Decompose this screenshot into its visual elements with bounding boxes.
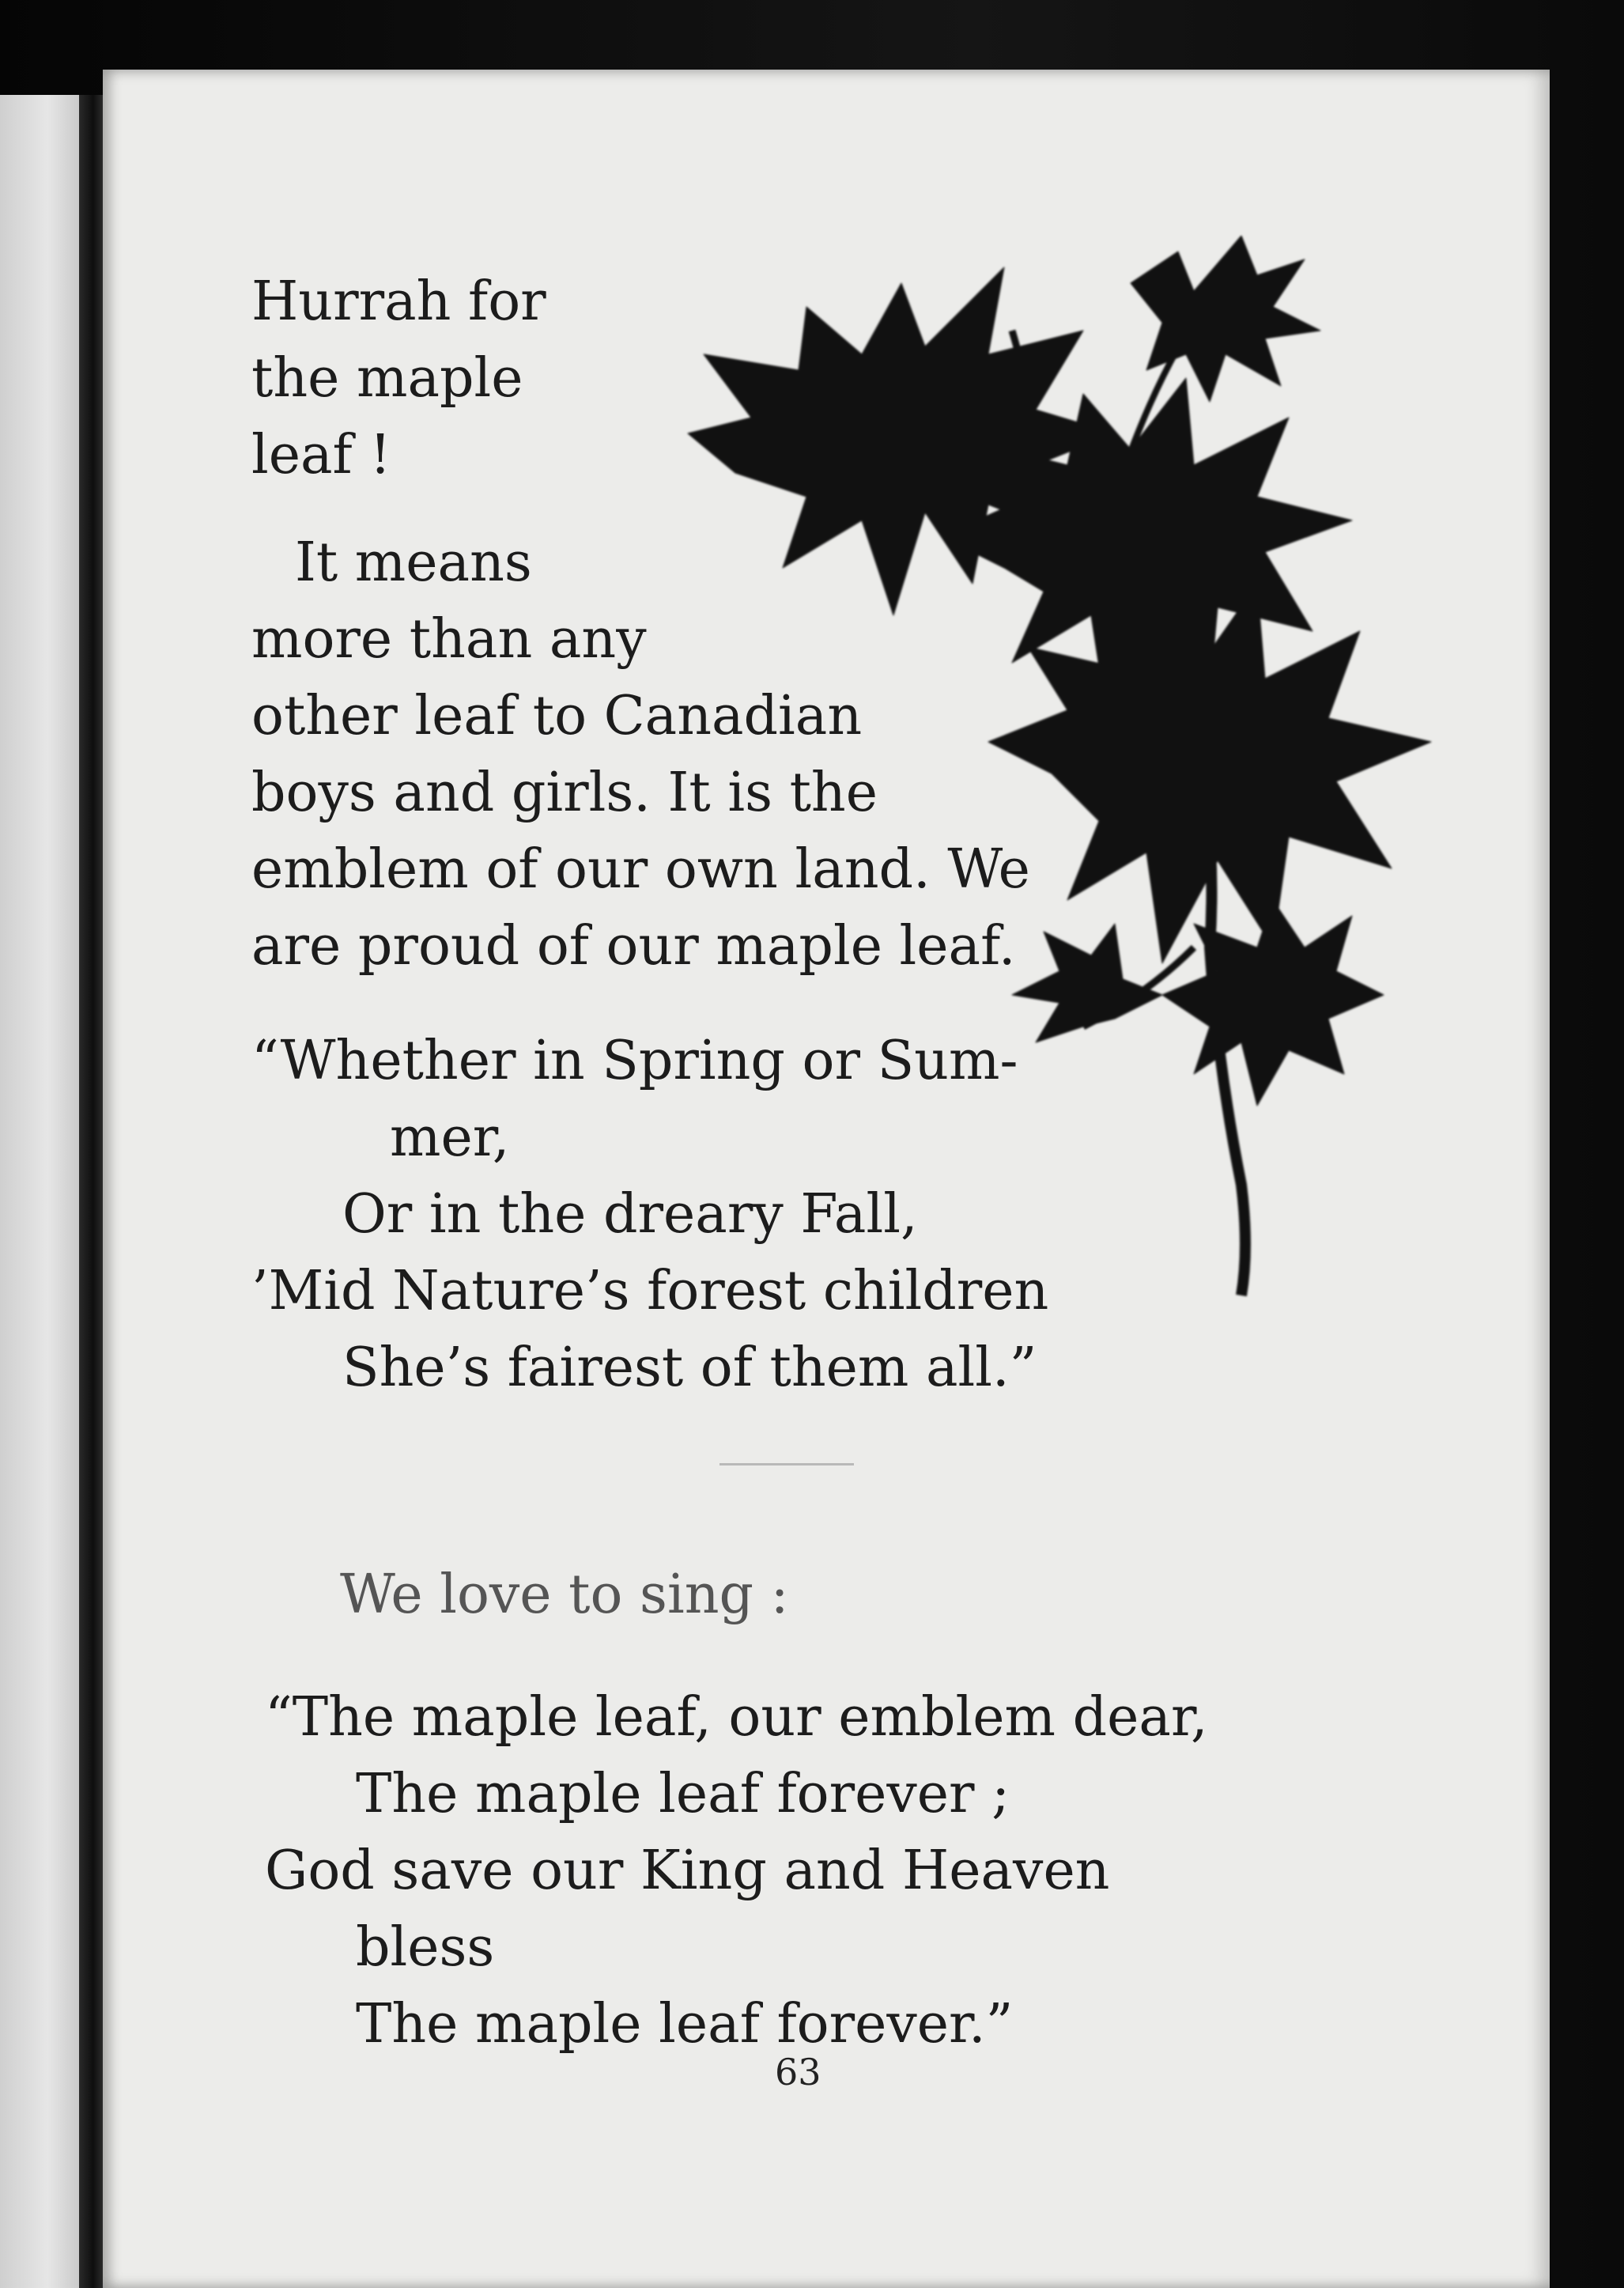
love-line: We love to sing :: [340, 1564, 789, 1626]
paragraph-line: more than any: [251, 608, 647, 671]
poem-one: [251, 1023, 1048, 1406]
poem-line: The maple leaf forever.”: [356, 1993, 1014, 2055]
poem-line: She’s fairest of them all.”: [342, 1337, 1037, 1399]
intro-line: leaf !: [251, 424, 391, 486]
poem-line: The maple leaf forever ;: [356, 1763, 1010, 1825]
intro-line: the maple: [251, 347, 523, 410]
paragraph-line: other leaf to Canadian: [251, 685, 863, 747]
poem-line: Or in the dreary Fall,: [342, 1183, 918, 1246]
paragraph-line: emblem of our own land. We: [251, 838, 1030, 901]
poem-two: [265, 1679, 1208, 2063]
paragraph-line: are proud of our maple leaf.: [251, 915, 1016, 978]
poem-line: ’Mid Nature’s forest children: [251, 1260, 1049, 1322]
poem-line: bless: [356, 1916, 495, 1979]
poem-line: mer,: [390, 1106, 510, 1169]
book-page: [103, 70, 1550, 2288]
poem-line: “Whether in Spring or Sum-: [251, 1030, 1018, 1092]
poem-line: God save our King and Heaven: [265, 1840, 1110, 1902]
intro-text: [251, 263, 546, 494]
poem-line: “The maple leaf, our emblem dear,: [265, 1686, 1208, 1749]
page-number: 63: [775, 2051, 821, 2093]
paragraph-text: [251, 524, 1030, 985]
intro-line: Hurrah for: [251, 270, 546, 333]
paragraph-line: It means: [295, 531, 532, 594]
paragraph-line: boys and girls. It is the: [251, 762, 878, 824]
section-divider: [719, 1463, 854, 1465]
